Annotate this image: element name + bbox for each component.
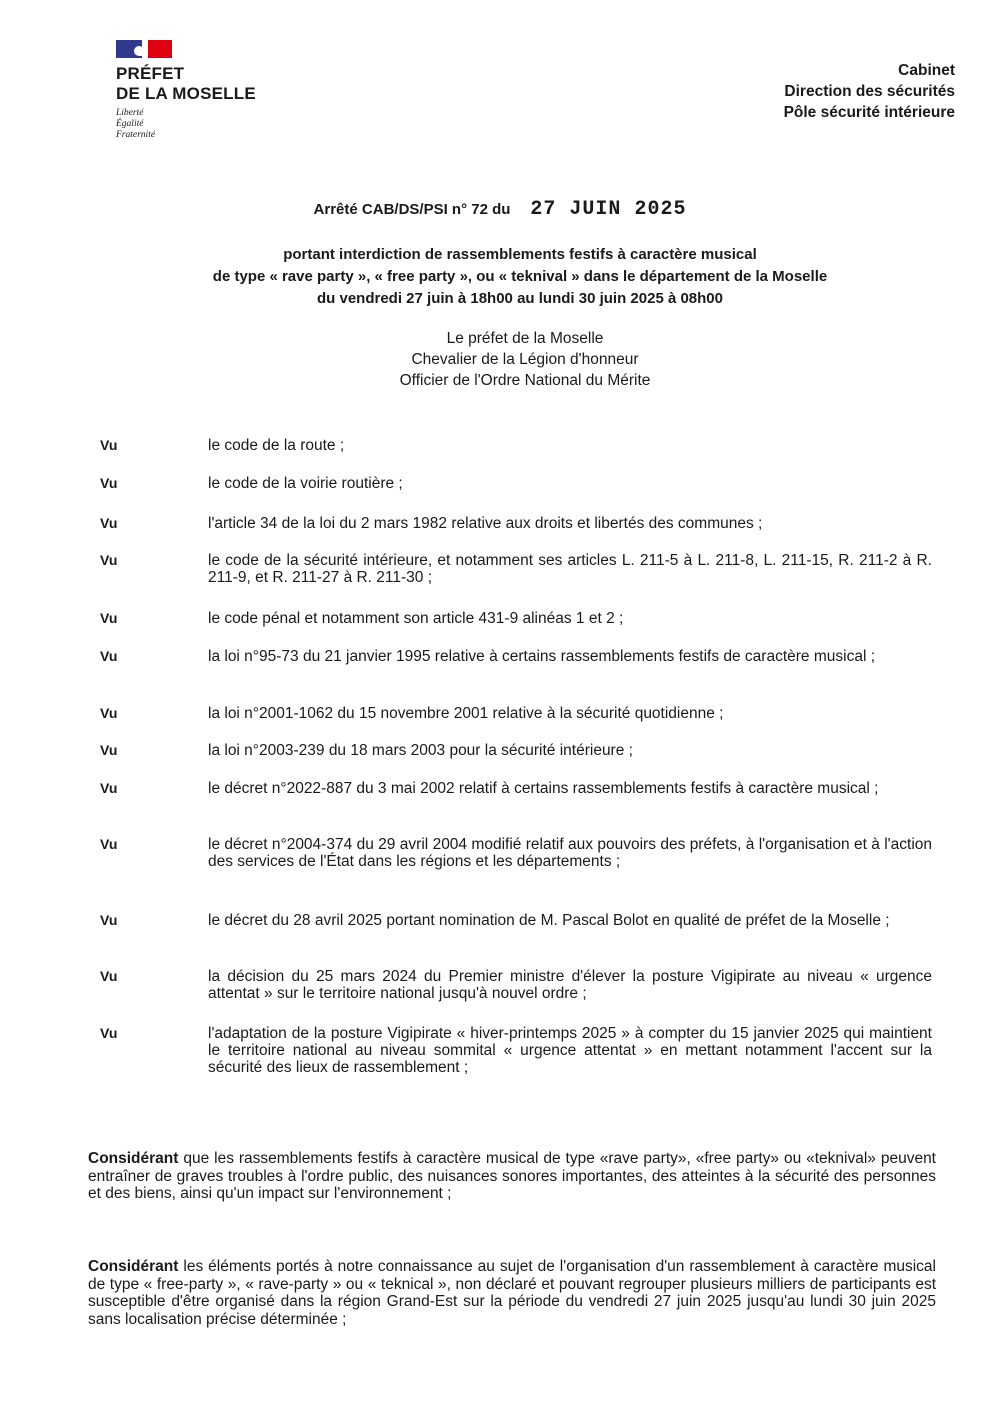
considerant-paragraph	[88, 1150, 936, 1203]
visa-item	[100, 437, 932, 454]
visa-text: le code pénal et notamment son article 431-9 alinéas 1 et 2 ;	[208, 610, 624, 627]
issuing-service	[784, 60, 955, 123]
visa-text: le code de la sécurité intérieure, et notamment ses articles L. 211-5 à L. 211-8, L. 211-15, R. 211-2 à R. 211-9, et R. 211-27 à R. 211-30 ;	[208, 552, 932, 586]
visa-text: la loi n°2003-239 du 18 mars 2003 pour la sécurité intérieure ;	[208, 742, 633, 759]
considerant-text: que les rassemblements festifs à caractère musical de type «rave party», «free party» ou «teknival» peuvent entraîner de graves troubles à l'ordre public, des nuisances sonores importantes, des atteintes à la sécurité des personnes et des biens, ainsi qu'un impact sur l'environnement ;	[88, 1150, 936, 1202]
visa-item	[100, 475, 932, 492]
service-pole: Pôle sécurité intérieure	[783, 104, 955, 121]
marianne-flag-icon	[116, 40, 172, 58]
visa-item	[100, 705, 932, 722]
visa-text: le décret du 28 avril 2025 portant nomination de M. Pascal Bolot en qualité de préfet de la Moselle ;	[208, 912, 890, 929]
motto-egalite: Égalité	[116, 119, 144, 129]
considerant-text: les éléments portés à notre connaissance au sujet de l'organisation d'un rassemblement à caractère musical de type « free-party », « rave-party » ou « teknical », non déclaré et pouvant regrouper plusieurs milliers de participants est susceptible d'être organisé dans la région Grand-Est sur la période du vendredi 27 juin 2025 jusqu'au lundi 30 juin 2025 sans localisation précise déterminée ;	[88, 1258, 936, 1328]
visa-label: Vu	[100, 475, 118, 491]
prefecture-logo	[116, 40, 256, 141]
arrete-subject	[100, 244, 940, 310]
visa-label: Vu	[100, 836, 118, 852]
visa-item	[100, 836, 932, 870]
visa-label: Vu	[100, 1025, 118, 1041]
visa-item	[100, 780, 932, 797]
visa-item	[100, 968, 932, 1002]
visa-item	[100, 742, 932, 759]
prefet-line-3: Officier de l'Ordre National du Mérite	[399, 372, 651, 389]
visa-label: Vu	[100, 742, 118, 758]
visa-text: l'adaptation de la posture Vigipirate « hiver-printemps 2025 » à compter du 15 janvier 2025 qui maintient le territoire national au niveau sommital « urgence attentat » en mettant notamment l'accent sur la sécurité des lieux de rassemblement ;	[208, 1025, 932, 1076]
visa-text: l'article 34 de la loi du 2 mars 1982 relative aux droits et libertés des communes ;	[208, 515, 763, 532]
visa-label: Vu	[100, 912, 118, 928]
arrete-heading	[0, 198, 1000, 221]
arrete-date-stamp: 27 JUIN 2025	[530, 198, 687, 221]
subject-line-3: du vendredi 27 juin à 18h00 au lundi 30 juin 2025 à 08h00	[317, 290, 723, 307]
service-direction: Direction des sécurités	[784, 83, 955, 100]
visa-label: Vu	[100, 552, 118, 568]
visa-text: le code de la route ;	[208, 437, 345, 454]
republic-motto	[116, 108, 256, 141]
visa-text: la loi n°2001-1062 du 15 novembre 2001 relative à la sécurité quotidienne ;	[208, 705, 724, 722]
visa-label: Vu	[100, 780, 118, 796]
logo-line-2: DE LA MOSELLE	[116, 84, 256, 103]
visa-item	[100, 1025, 932, 1076]
considerant-label: Considérant	[88, 1258, 179, 1275]
visa-item	[100, 912, 932, 929]
considerant-paragraph	[88, 1258, 936, 1328]
considerant-label: Considérant	[88, 1150, 179, 1167]
visa-label: Vu	[100, 648, 118, 664]
visa-item	[100, 610, 932, 627]
visa-label: Vu	[100, 705, 118, 721]
motto-liberte: Liberté	[116, 108, 144, 118]
visa-text: le décret n°2004-374 du 29 avril 2004 modifié relatif aux pouvoirs des préfets, à l'organisation et à l'action des services de l'État dans les régions et les départements ;	[208, 836, 932, 870]
visa-text: la décision du 25 mars 2024 du Premier ministre d'élever la posture Vigipirate au niveau « urgence attentat » sur le territoire national jusqu'à nouvel ordre ;	[208, 968, 932, 1002]
logo-title	[116, 64, 256, 104]
visa-item	[100, 648, 932, 665]
prefet-line-1: Le préfet de la Moselle	[446, 330, 604, 347]
visa-label: Vu	[100, 968, 118, 984]
visa-label: Vu	[100, 437, 118, 453]
arrete-number: Arrêté CAB/DS/PSI n° 72 du	[313, 201, 511, 218]
visa-item	[100, 552, 932, 586]
visa-label: Vu	[100, 610, 118, 626]
visa-text: le décret n°2022-887 du 3 mai 2002 relatif à certains rassemblements festifs à caractère musical ;	[208, 780, 879, 797]
motto-fraternite: Fraternité	[116, 130, 156, 140]
subject-line-1: portant interdiction de rassemblements festifs à caractère musical	[283, 246, 757, 263]
service-cabinet: Cabinet	[898, 62, 955, 79]
visa-label: Vu	[100, 515, 118, 531]
visa-item	[100, 515, 932, 532]
visa-text: la loi n°95-73 du 21 janvier 1995 relative à certains rassemblements festifs de caractère musical ;	[208, 648, 875, 665]
visa-text: le code de la voirie routière ;	[208, 475, 403, 492]
prefet-title-block	[0, 328, 1000, 391]
logo-line-1: PRÉFET	[116, 64, 185, 83]
prefet-line-2: Chevalier de la Légion d'honneur	[411, 351, 639, 368]
subject-line-2: de type « rave party », « free party », ou « teknival » dans le département de la Moselle	[212, 268, 828, 285]
